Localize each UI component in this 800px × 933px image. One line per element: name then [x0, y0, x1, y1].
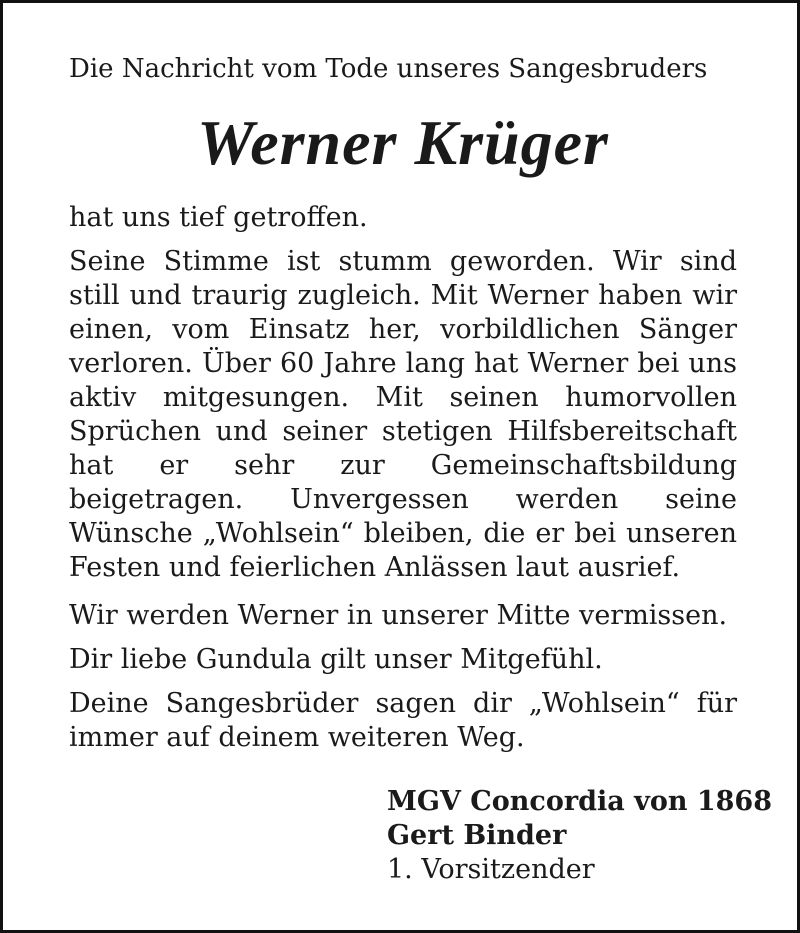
paragraph-tribute: Seine Stimme ist stumm geworden. Wir sind still und traurig zugleich. Mit Werner haben wir einen, vom Einsatz her, vorbildlichen Sänger verloren. Über 60 Jahre lang hat Werner bei uns aktiv mitgesungen. Mit seinen humorvollen Sprüchen und seiner stetigen Hilfsbereitschaft hat er sehr zur Gemeinschaftsbildung beigetragen. Unvergessen werden seine Wünsche „Wohlsein“ bleiben, die er bei unseren Festen und feierlichen Anlässen laut ausrief.: [69, 246, 737, 583]
signature-organization: MGV Concordia von 1868: [387, 786, 773, 817]
signature-block: [387, 785, 773, 887]
signature-role: 1. Vorsitzender: [387, 854, 595, 885]
signature-person: Gert Binder: [387, 820, 567, 851]
intro-line: Die Nachricht vom Tode unseres Sangesbruders: [69, 54, 708, 84]
paragraph-affected: hat uns tief getroffen.: [69, 202, 368, 233]
paragraph-farewell: Deine Sangesbrüder sagen dir „Wohlsein“ für immer auf deinem weiteren Weg.: [69, 688, 737, 753]
paragraph-miss: Wir werden Werner in unserer Mitte vermissen.: [69, 600, 728, 631]
deceased-name: Werner Krüger: [197, 107, 609, 178]
paragraph-condolence: Dir liebe Gundula gilt unser Mitgefühl.: [69, 644, 603, 675]
